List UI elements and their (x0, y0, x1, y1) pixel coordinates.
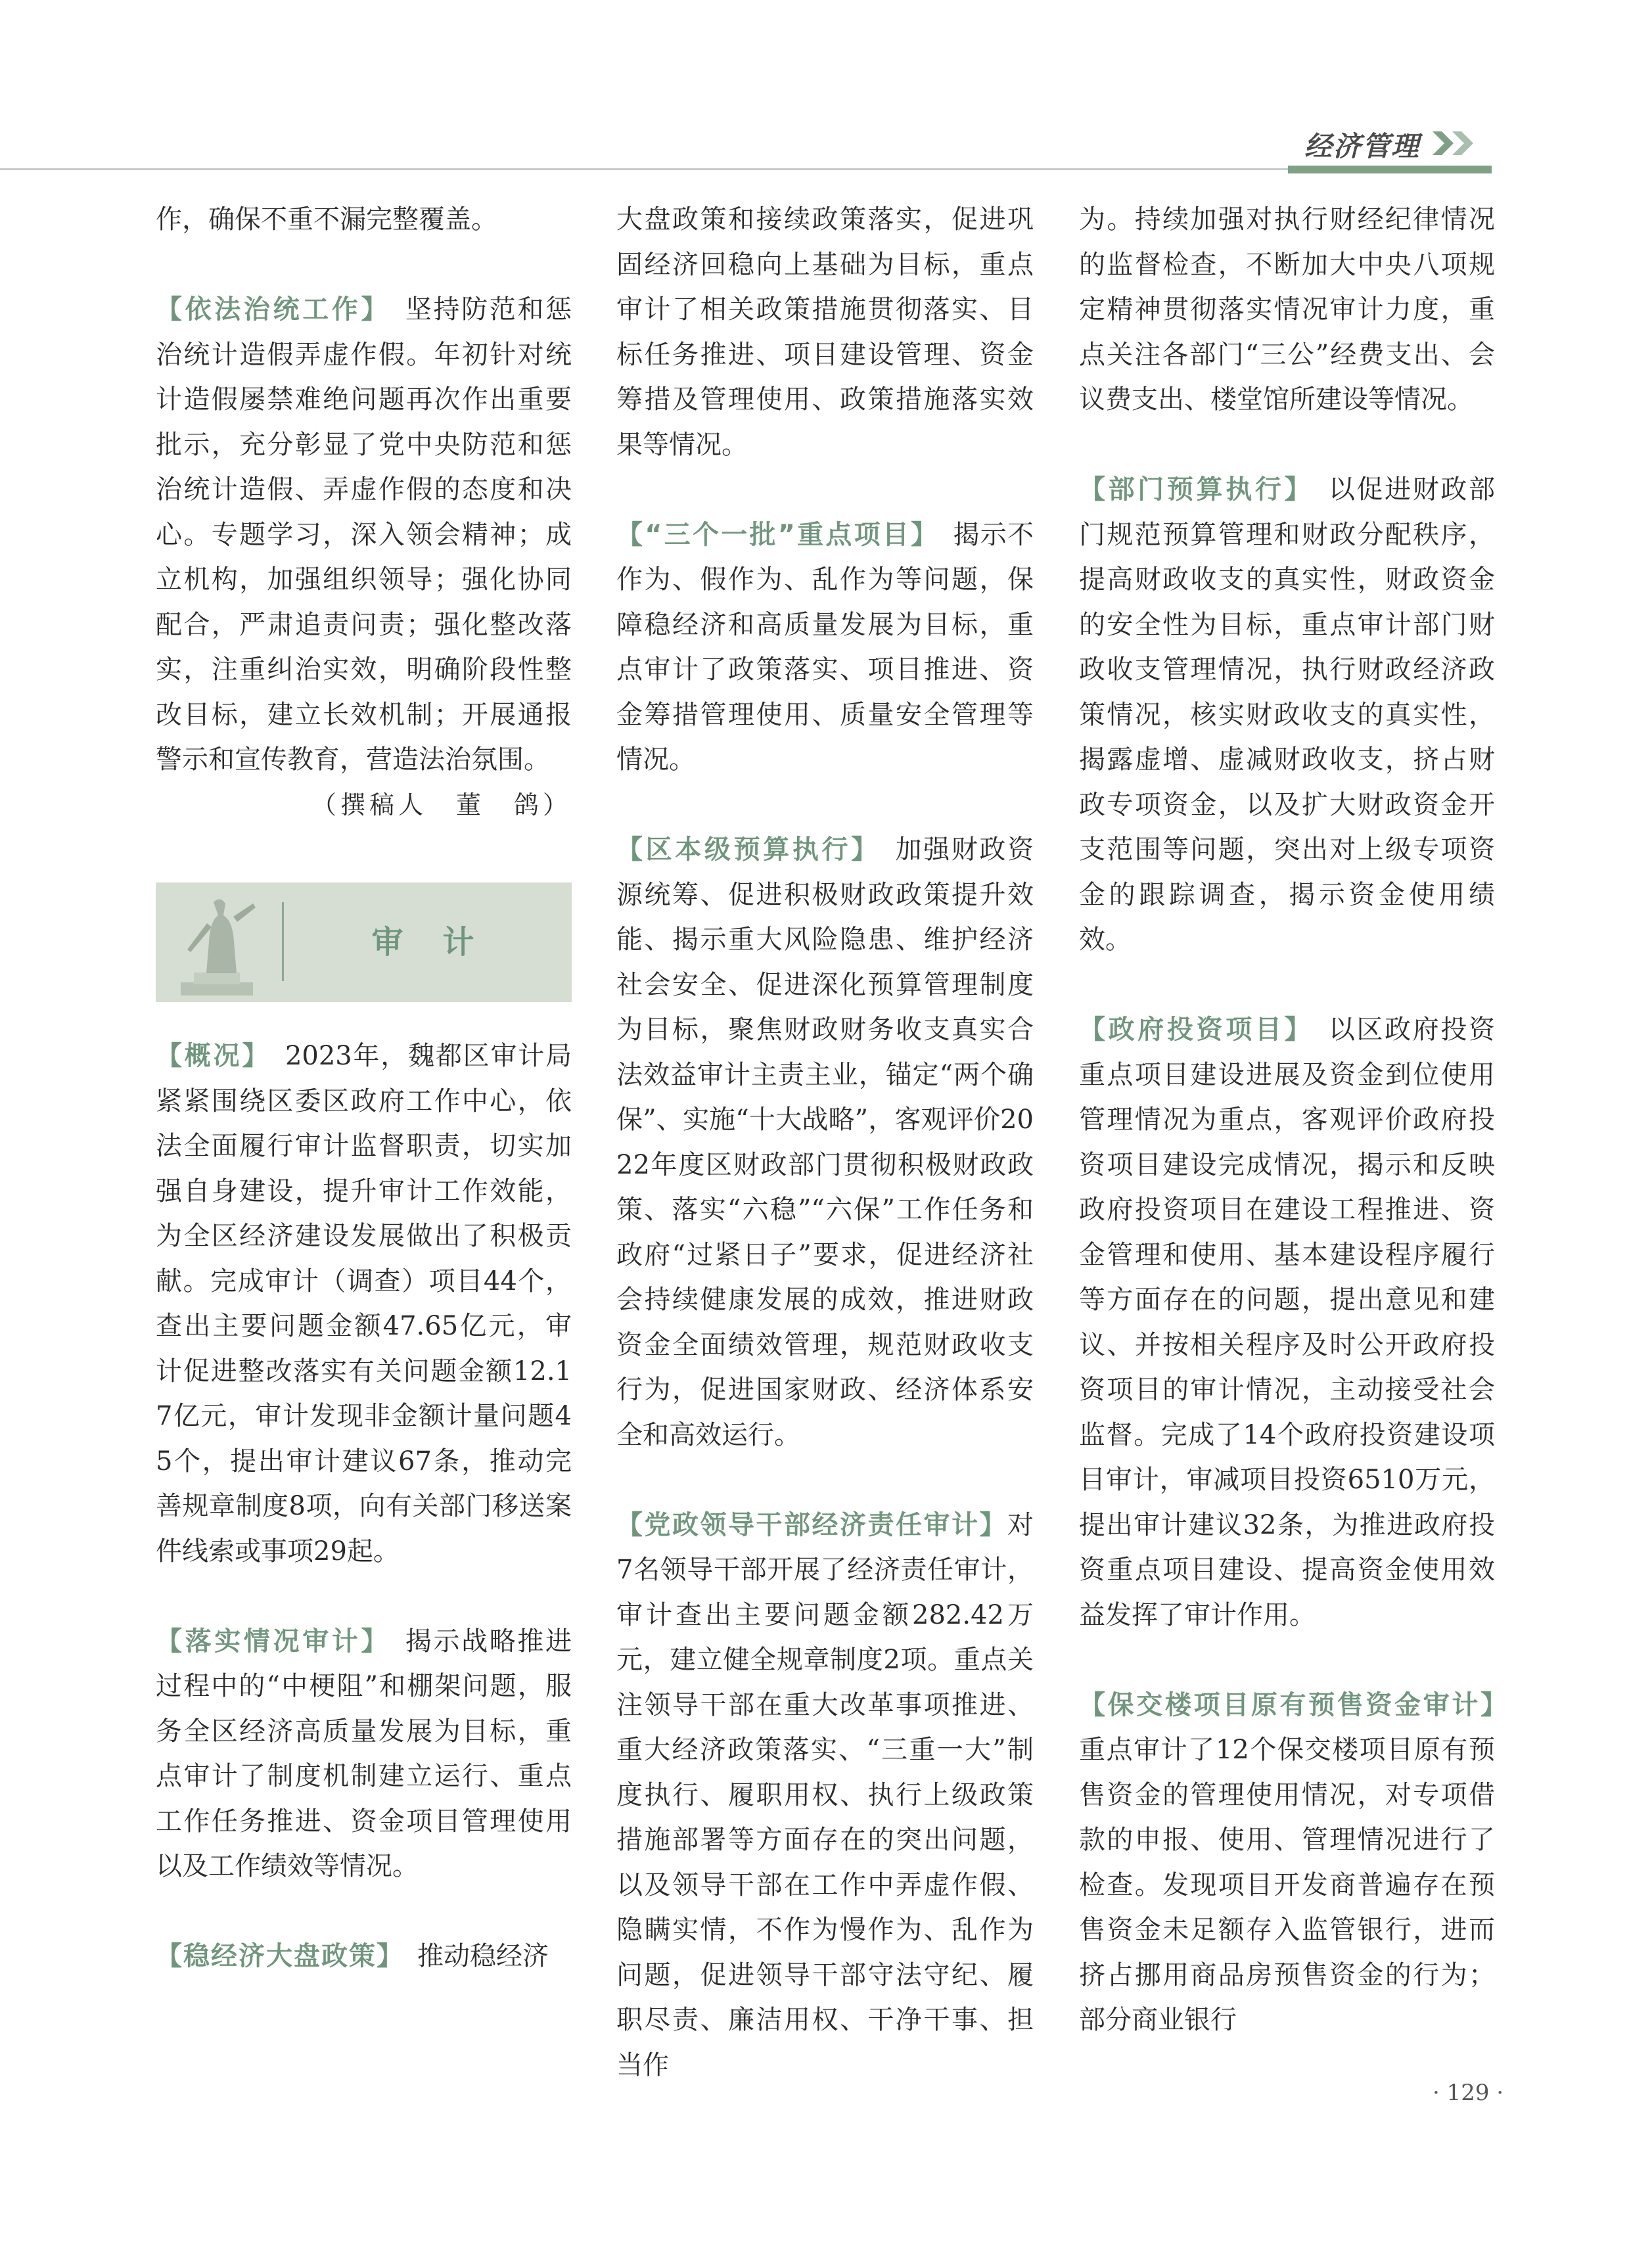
paragraph (616, 827, 1034, 1457)
paragraph (616, 1503, 1034, 2088)
paragraph-heading: 【部门预算执行】 (1079, 474, 1301, 505)
paragraph-text: 为。持续加强对执行财经纪律情况的监督检查，不断加大中央八项规定精神贯彻落实情况审计力度，重点关注各部门“三公”经费支出、会议费支出、楼堂馆所建设等情况。 (1079, 204, 1495, 415)
header-accent-bar (1288, 166, 1492, 173)
paragraph-heading: 【“三个一批”重点项目】 (616, 519, 927, 550)
paragraph-text: 加强财政资源统筹、促进积极财政政策提升效能、揭示重大风险隐患、维护经济社会安全、促进深化预算管理制度为目标，聚焦财政财务收支真实合法效益审计主责主业，锚定“两个确保”、实施“十大战略”，客观评价2022年度区财政部门贯彻积极财政政策、落实“六稳”“六保”工作任务和政府“过紧日子”要求，促进经济社会持续健康发展的成效，推进财政资金全面绩效管理，规范财政收支行为，促进国家财政、经济体系安全和高效运行。 (616, 835, 1034, 1450)
paragraph-text: 推动稳经济 (417, 1941, 549, 1971)
paragraph-heading: 【保交楼项目原有预售资金审计】 (1079, 1689, 1495, 1720)
paragraph (1079, 1007, 1495, 1637)
paragraph-text: 重点审计了12个保交楼项目原有预售资金的管理使用情况，对专项借款的申报、使用、管理情况进行了检查。发现项目开发商普遍存在预售资金未足额存入监管银行，进而挤占挪用商品房预售资金的行为；部分商业银行 (1079, 1735, 1495, 2035)
section-title: 审计 (371, 923, 514, 961)
paragraph (1079, 1683, 1495, 2043)
paragraph-text: 对7名领导干部开展了经济责任审计，审计查出主要问题金额282.42万元，建立健全规章制度2项。重点关注领导干部在重大改革事项推进、重大经济政策落实、“三重一大”制度执行、履职用权、执行上级政策措施部署等方面存在的突出问题，以及领导干部在工作中弄虚作假、隐瞒实情，不作为慢作为、乱作为问题，促进领导干部守法守纪、履职尽责、廉洁用权、干净干事、担当作 (616, 1509, 1034, 2080)
paragraph (616, 197, 1034, 467)
paragraph-heading: 【区本级预算执行】 (616, 835, 867, 865)
double-chevron-icon (1433, 129, 1479, 158)
banner-divider (282, 902, 284, 981)
paragraph-text: 2023年，魏都区审计局紧紧围绕区委区政府工作中心，依法全面履行审计监督职责，切实加强自身建设，提升审计工作效能，为全区经济建设发展做出了积极贡献。完成审计（调查）项目44个，查出主要问题金额47.65亿元，审计促进整改落实有关问题金额12.17亿元，审计发现非金额计量问题45个，提出审计建议67条，推动完善规章制度8项，向有关部门移送案件线索或事项29起。 (156, 1041, 572, 1567)
paragraph (156, 197, 572, 242)
text-column-3 (1079, 197, 1495, 2043)
header-rule (0, 168, 1492, 170)
paragraph-text: 大盘政策和接续政策落实，促进巩固经济回稳向上基础为目标，重点审计了相关政策措施贯彻落实、目标任务推进、项目建设管理、资金筹措及管理使用、政策措施落实效果等情况。 (616, 204, 1034, 460)
paragraph-text: 坚持防范和惩治统计造假弄虚作假。年初针对统计造假屡禁难绝问题再次作出重要批示，充分彰显了党中央防范和惩治统计造假、弄虚作假的态度和决心。专题学习，深入领会精神；成立机构，加强组织领导；强化协同配合，严肃追责问责；强化整改落实，注重纠治实效，明确阶段性整改目标，建立长效机制；开展通报警示和宣传教育，营造法治氛围。 (156, 294, 572, 775)
paragraph (156, 287, 572, 783)
running-header-title: 经济管理 (1304, 130, 1421, 162)
paragraph-text: 以促进财政部门规范预算管理和财政分配秩序，提高财政收支的真实性，财政资金的安全性为目标，重点审计部门财政收支管理情况，执行财政经济政策情况，核实财政收支的真实性，揭露虚增、虚减财政收支，挤占财政专项资金，以及扩大财政资金开支范围等问题，突出对上级专项资金的跟踪调查，揭示资金使用绩效。 (1079, 474, 1496, 955)
author-byline: （撰稿人 董 鸽） (311, 790, 572, 819)
paragraph (156, 1034, 572, 1574)
paragraph-heading: 【依法治统工作】 (156, 294, 378, 325)
paragraph-text: 揭示不作为、假作为、乱作为等问题，保障稳经济和高质量发展为目标，重点审计了政策落实、项目推进、资金筹措管理使用、质量安全管理等情况。 (616, 519, 1034, 775)
paragraph-heading: 【概况】 (156, 1041, 258, 1071)
page-number: · 129 · (1433, 2080, 1504, 2106)
paragraph (1079, 467, 1495, 963)
paragraph-text: 作，确保不重不漏完整覆盖。 (156, 204, 497, 235)
text-column-2 (616, 197, 1034, 2088)
paragraph (616, 513, 1034, 783)
paragraph-text: 以区政府投资重点项目建设进展及资金到位使用管理情况为重点，客观评价政府投资项目建设完成情况，揭示和反映政府投资项目在建设工程推进、资金管理和使用、基本建设程序履行等方面存在的问题，提出意见和建议、并按相关程序及时公开政府投资项目的审计情况，主动接受社会监督。完成了14个政府投资建设项目审计，审减项目投资6510万元，提出审计建议32条，为推进政府投资重点项目建设、提高资金使用效益发挥了审计作用。 (1079, 1015, 1496, 1630)
paragraph (156, 1619, 572, 1889)
paragraph (1079, 197, 1495, 423)
statue-illustration-icon (168, 890, 266, 1001)
paragraph (156, 1934, 572, 1979)
paragraph-heading: 【稳经济大盘政策】 (156, 1941, 391, 1971)
paragraph-heading: 【政府投资项目】 (1079, 1015, 1301, 1045)
section-banner (156, 882, 572, 1002)
paragraph-heading: 【党政领导干部经济责任审计】 (616, 1509, 1007, 1540)
text-column-1 (156, 197, 572, 1979)
paragraph-heading: 【落实情况审计】 (156, 1626, 378, 1657)
paragraph-text: 揭示战略推进过程中的“中梗阻”和棚架问题，服务全区经济高质量发展为目标，重点审计了制度机制建立运行、重点工作任务推进、资金项目管理使用以及工作绩效等情况。 (156, 1626, 572, 1881)
